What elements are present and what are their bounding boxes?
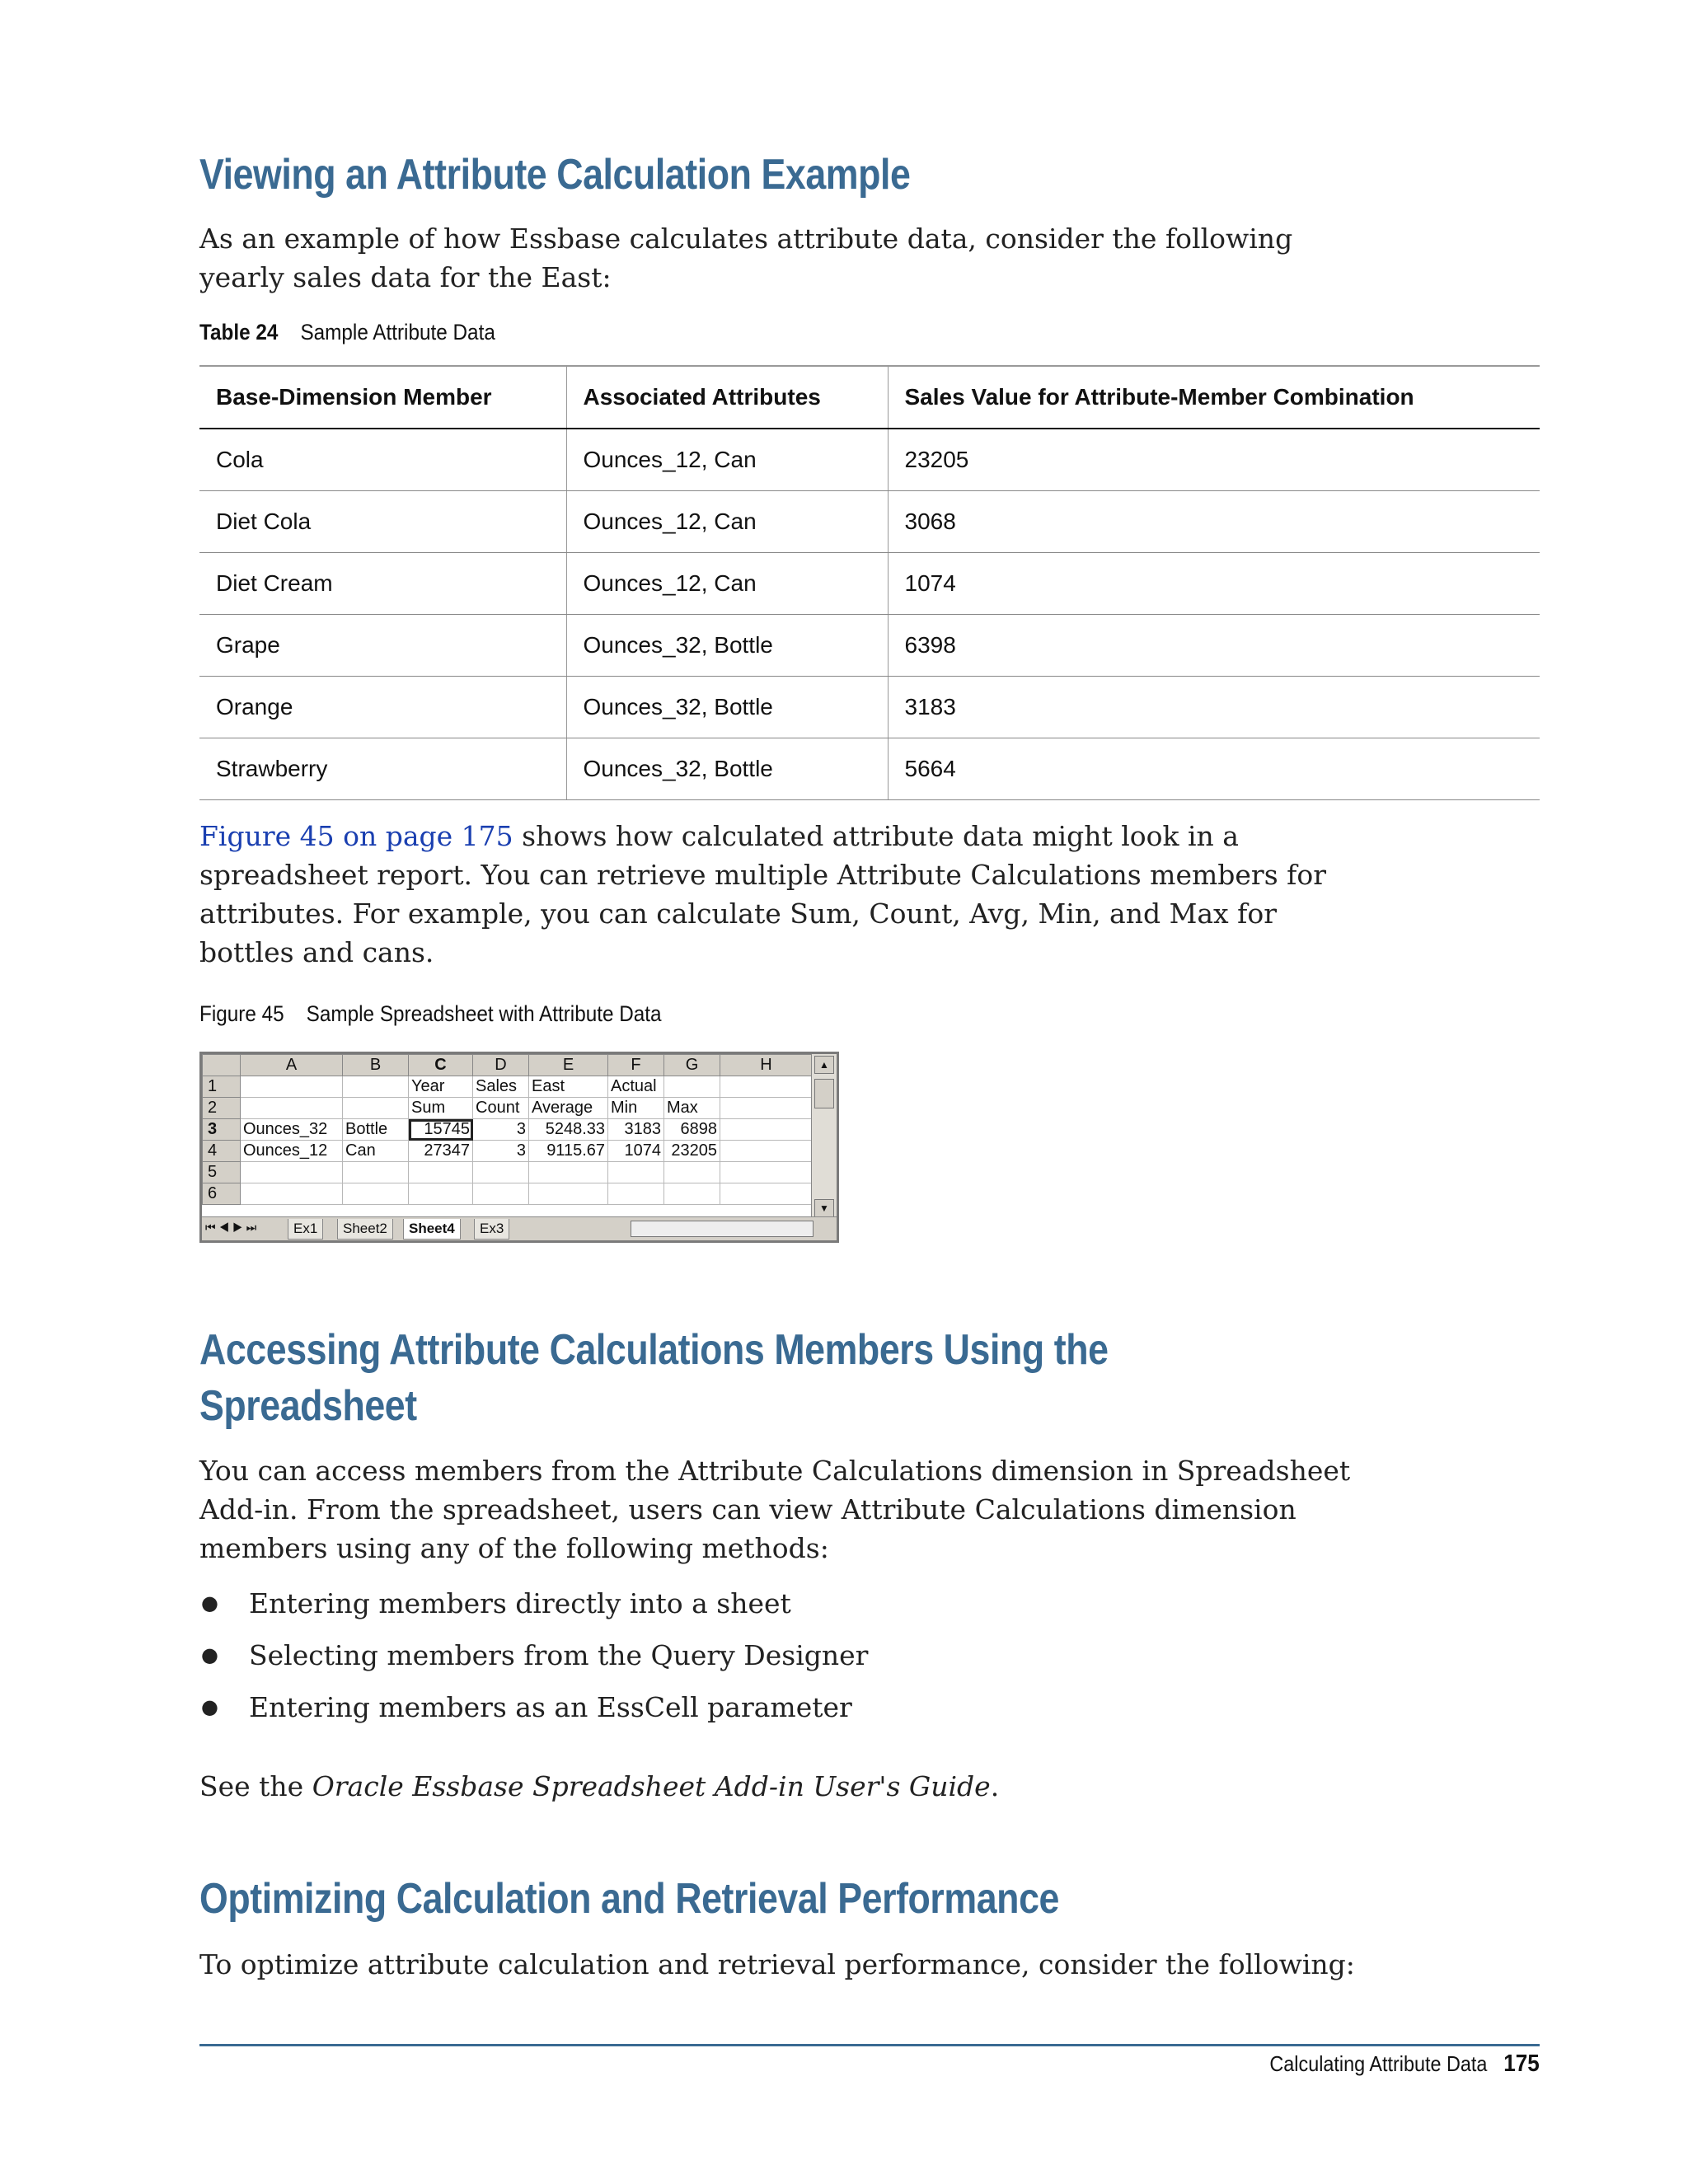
sheet-tab-bar [202, 1216, 837, 1240]
cell-attributes: Ounces_32, Bottle [566, 677, 888, 738]
sheet-cell[interactable] [608, 1183, 664, 1205]
row-header[interactable]: 2 [203, 1098, 241, 1119]
scroll-up-icon[interactable]: ▲ [814, 1056, 834, 1074]
row-header[interactable]: 5 [203, 1162, 241, 1183]
list-item: ● Selecting members from the Query Designer [199, 1629, 1353, 1681]
sheet-cell[interactable] [343, 1076, 409, 1098]
sheet-cell[interactable] [664, 1162, 720, 1183]
spreadsheet-grid [202, 1054, 813, 1205]
sheet-cell[interactable]: 27347 [409, 1141, 473, 1162]
sheet-cell[interactable] [473, 1183, 529, 1205]
sheet-tab-sheet4[interactable]: Sheet4 [403, 1219, 461, 1240]
table-row [199, 429, 1540, 491]
cell-member: Strawberry [199, 738, 566, 800]
column-header-g[interactable]: G [664, 1055, 720, 1076]
sheet-cell[interactable]: 9115.67 [529, 1141, 608, 1162]
cell-sales: 3183 [888, 677, 1540, 738]
cell-sales: 23205 [888, 429, 1540, 491]
cell-attributes: Ounces_32, Bottle [566, 615, 888, 677]
figure-caption-number: Figure 45 [199, 1001, 284, 1026]
table-row [199, 615, 1540, 677]
cell-member: Diet Cola [199, 491, 566, 553]
table-row [199, 677, 1540, 738]
sheet-tab-sheet2[interactable]: Sheet2 [337, 1219, 393, 1240]
table-caption-title: Sample Attribute Data [300, 320, 495, 344]
sheet-cell[interactable] [343, 1098, 409, 1119]
figure-45-link[interactable]: Figure 45 on page 175 [199, 820, 513, 852]
cell-attributes: Ounces_12, Can [566, 429, 888, 491]
corner-cell[interactable] [203, 1055, 241, 1076]
cell-attributes: Ounces_32, Bottle [566, 738, 888, 800]
sheet-cell[interactable]: Can [343, 1141, 409, 1162]
section-heading-accessing-line2: Spreadsheet [199, 1382, 417, 1430]
sheet-tab-ex1[interactable]: Ex1 [288, 1219, 323, 1240]
cell-attributes: Ounces_12, Can [566, 491, 888, 553]
section-heading-accessing-line1: Accessing Attribute Calculations Members Using the [199, 1326, 1109, 1374]
section-heading-viewing: Viewing an Attribute Calculation Example [199, 151, 911, 199]
sheet-cell[interactable] [720, 1119, 813, 1141]
cell-sales: 5664 [888, 738, 1540, 800]
table-caption [199, 320, 495, 345]
cell-sales: 3068 [888, 491, 1540, 553]
sheet-cell[interactable] [720, 1076, 813, 1098]
header-sales-value: Sales Value for Attribute-Member Combination [888, 366, 1540, 429]
column-header-a[interactable]: A [241, 1055, 343, 1076]
sheet-cell[interactable] [529, 1183, 608, 1205]
column-header-f[interactable]: F [608, 1055, 664, 1076]
column-header-h[interactable]: H [720, 1055, 813, 1076]
sheet-cell[interactable] [343, 1162, 409, 1183]
column-header-b[interactable]: B [343, 1055, 409, 1076]
vertical-scrollbar[interactable] [811, 1054, 837, 1219]
figure-reference-text: shows how calculated attribute data might look in a spreadsheet report. You can retrieve multiple Attribute Calculations members for attributes. For example, you can calculate Sum, Count, Avg, Min, and Max for bottles and cans. [199, 820, 1326, 968]
sheet-cell[interactable] [241, 1162, 343, 1183]
sheet-cell[interactable] [473, 1162, 529, 1183]
page-footer [1270, 2050, 1540, 2078]
list-item: ● Entering members directly into a sheet [199, 1577, 1353, 1629]
cell-attributes: Ounces_12, Can [566, 553, 888, 615]
table-header-row [199, 366, 1540, 429]
sheet-cell[interactable]: 3 [473, 1119, 529, 1141]
cell-member: Diet Cream [199, 553, 566, 615]
tab-navigation-icon[interactable]: ⏮◀▶⏭ [205, 1221, 260, 1234]
figure-caption [199, 1001, 662, 1027]
sheet-cell[interactable] [720, 1098, 813, 1119]
sheet-cell[interactable]: Average [529, 1098, 608, 1119]
sheet-cell[interactable] [409, 1183, 473, 1205]
sheet-cell[interactable]: 23205 [664, 1141, 720, 1162]
section-heading-optimizing: Optimizing Calculation and Retrieval Performance [199, 1875, 1059, 1923]
scroll-down-icon[interactable]: ▼ [814, 1199, 834, 1217]
cell-sales: 1074 [888, 553, 1540, 615]
cell-sales: 6398 [888, 615, 1540, 677]
sheet-cell[interactable]: Actual [608, 1076, 664, 1098]
optimizing-paragraph: To optimize attribute calculation and retrieval performance, consider the following: [199, 1948, 1355, 1980]
sheet-cell[interactable]: Bottle [343, 1119, 409, 1141]
guide-title: Oracle Essbase Spreadsheet Add-in User's Guide [312, 1770, 991, 1802]
footer-rule [199, 2044, 1540, 2046]
sheet-tab-ex3[interactable]: Ex3 [474, 1219, 509, 1240]
figure-caption-title: Sample Spreadsheet with Attribute Data [306, 1001, 662, 1026]
sheet-cell[interactable] [343, 1183, 409, 1205]
methods-list [199, 1577, 1353, 1733]
table-row [199, 738, 1540, 800]
row-header[interactable]: 3 [203, 1119, 241, 1141]
header-base-dimension: Base-Dimension Member [199, 366, 566, 429]
row-header[interactable]: 1 [203, 1076, 241, 1098]
sheet-cell[interactable]: Max [664, 1098, 720, 1119]
horizontal-scrollbar[interactable] [631, 1221, 814, 1237]
sheet-cell[interactable] [720, 1162, 813, 1183]
sheet-cell[interactable] [608, 1162, 664, 1183]
sample-attribute-table [199, 365, 1540, 800]
intro-paragraph: As an example of how Essbase calculates attribute data, consider the following yearly sales data for the East: [199, 223, 1293, 293]
column-header-e[interactable]: E [529, 1055, 608, 1076]
sheet-cell[interactable]: Sales [473, 1076, 529, 1098]
accessing-paragraph: You can access members from the Attribute Calculations dimension in Spreadsheet Add-in. From the spreadsheet, users can view Attribute Calculations dimension members using any of the following methods: [199, 1455, 1351, 1564]
table-row [199, 491, 1540, 553]
sheet-cell[interactable]: 5248.33 [529, 1119, 608, 1141]
table-caption-number: Table 24 [199, 320, 279, 344]
sheet-cell[interactable]: East [529, 1076, 608, 1098]
scroll-thumb[interactable] [814, 1079, 834, 1108]
sheet-cell[interactable]: Ounces_32 [241, 1119, 343, 1141]
footer-chapter-title: Calculating Attribute Data [1269, 2051, 1488, 2076]
sheet-cell[interactable]: Min [608, 1098, 664, 1119]
figure-reference-paragraph [199, 817, 1378, 972]
bullet-icon: ● [201, 1695, 218, 1718]
sheet-cell[interactable]: 1074 [608, 1141, 664, 1162]
sheet-cell[interactable]: 3 [473, 1141, 529, 1162]
row-header[interactable]: 4 [203, 1141, 241, 1162]
cell-member: Grape [199, 615, 566, 677]
sheet-cell[interactable]: 6898 [664, 1119, 720, 1141]
sheet-cell[interactable] [529, 1162, 608, 1183]
selected-cell[interactable]: 15745 [409, 1119, 473, 1141]
sheet-cell[interactable] [241, 1098, 343, 1119]
sheet-cell[interactable] [241, 1076, 343, 1098]
sheet-cell[interactable] [720, 1183, 813, 1205]
sheet-cell[interactable] [664, 1183, 720, 1205]
sheet-cell[interactable]: Year [409, 1076, 473, 1098]
header-associated-attributes: Associated Attributes [566, 366, 888, 429]
sheet-cell[interactable] [664, 1076, 720, 1098]
cell-member: Cola [199, 429, 566, 491]
sheet-cell[interactable]: 3183 [608, 1119, 664, 1141]
column-header-d[interactable]: D [473, 1055, 529, 1076]
bullet-icon: ● [201, 1591, 218, 1615]
sheet-cell[interactable] [409, 1162, 473, 1183]
page-number: 175 [1503, 2050, 1540, 2077]
see-reference: See the Oracle Essbase Spreadsheet Add-in User's Guide. [199, 1770, 1000, 1802]
spreadsheet-figure [199, 1052, 839, 1243]
sheet-cell[interactable]: Count [473, 1098, 529, 1119]
table-row [199, 553, 1540, 615]
bullet-icon: ● [201, 1643, 218, 1666]
column-header-c[interactable]: C [409, 1055, 473, 1076]
list-item: ● Entering members as an EssCell parameter [199, 1681, 1353, 1733]
cell-member: Orange [199, 677, 566, 738]
sheet-cell[interactable] [720, 1141, 813, 1162]
sheet-cell[interactable] [241, 1183, 343, 1205]
row-header[interactable]: 6 [203, 1183, 241, 1205]
sheet-cell[interactable]: Ounces_12 [241, 1141, 343, 1162]
sheet-cell[interactable]: Sum [409, 1098, 473, 1119]
